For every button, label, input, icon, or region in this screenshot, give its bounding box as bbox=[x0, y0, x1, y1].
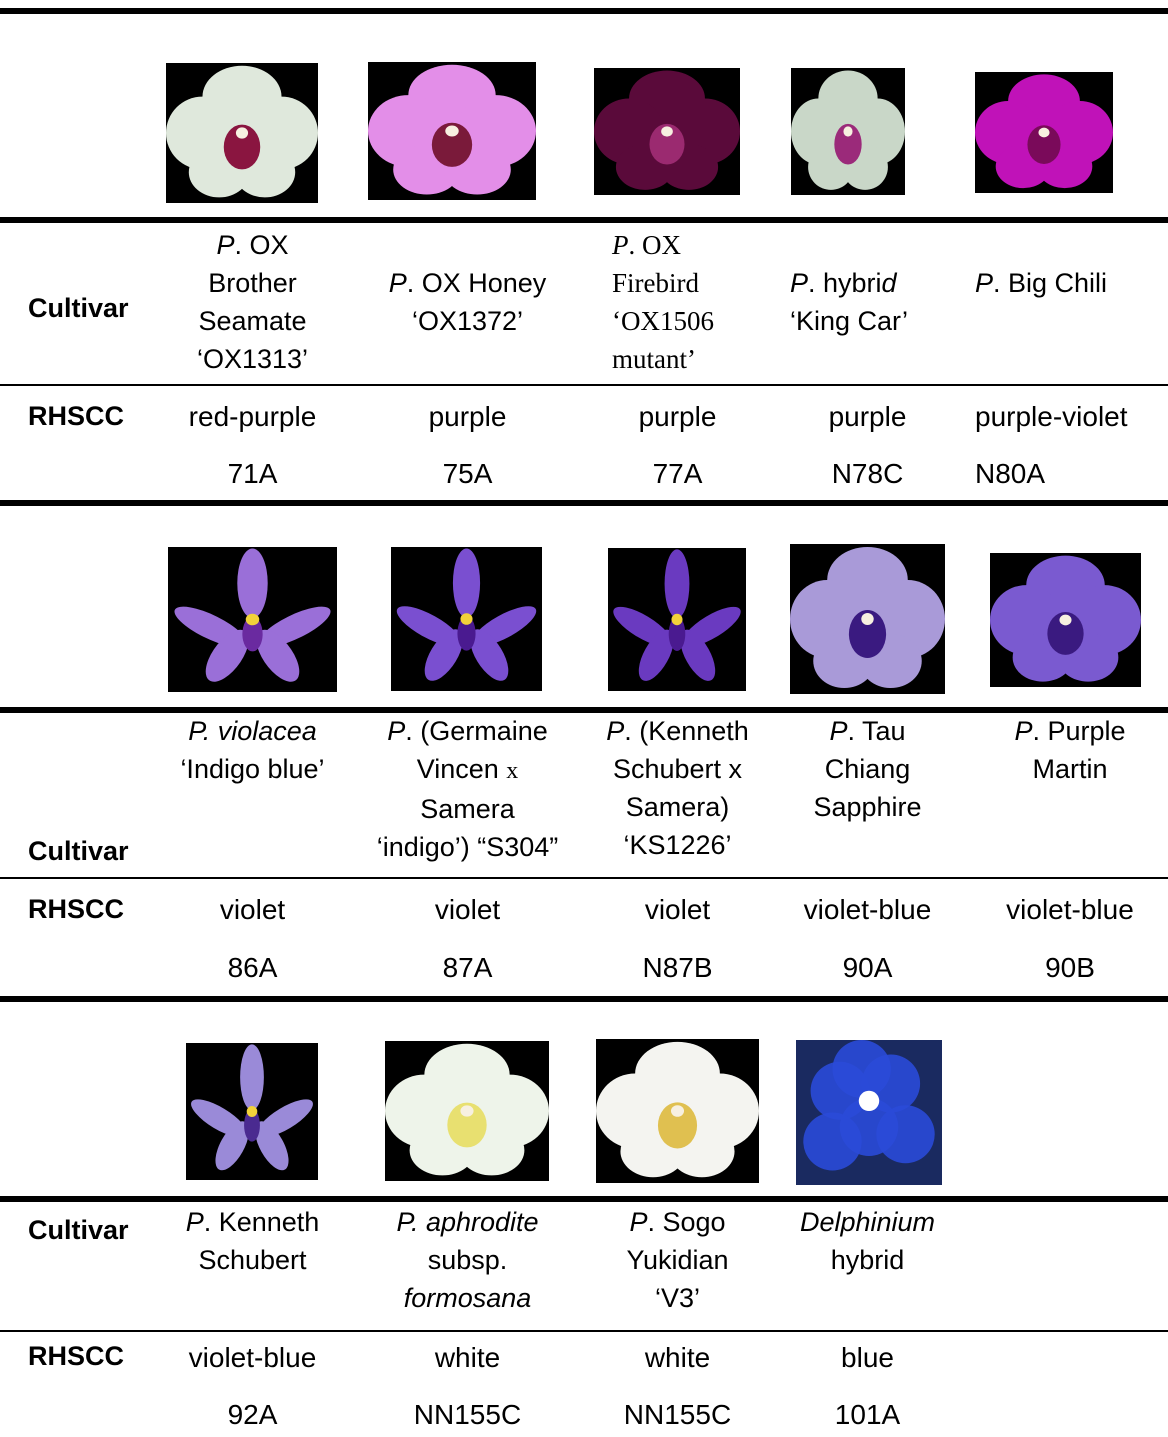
blue-violet-orchid-photo bbox=[186, 1043, 318, 1180]
color-name: violet bbox=[434, 894, 501, 925]
lavender-orchid-photo bbox=[790, 544, 945, 694]
violet-star-orchid-photo bbox=[391, 547, 542, 691]
color-name: purple bbox=[638, 401, 717, 432]
white-orchid-red-lip-photo bbox=[166, 63, 318, 203]
rhscc-label: RHSCC bbox=[28, 1341, 125, 1371]
color-name: purple bbox=[828, 401, 907, 432]
color-code: 86A bbox=[227, 952, 278, 983]
dark-purple-orchid-photo bbox=[594, 68, 740, 195]
color-name: violet-blue bbox=[1006, 894, 1134, 925]
cultivar-cell: P. OX Honey ‘OX1372’ bbox=[388, 268, 547, 336]
rule-block1-end bbox=[0, 500, 1168, 506]
color-code: 75A bbox=[442, 458, 493, 489]
rhscc-label: RHSCC bbox=[28, 401, 125, 431]
color-name: white bbox=[434, 1342, 501, 1373]
rule-block1-photos bbox=[0, 217, 1168, 223]
rule-block3-photos bbox=[0, 1196, 1168, 1202]
color-code: N80A bbox=[975, 458, 1046, 489]
cultivar-cell: P. aphrodite subsp. formosana bbox=[396, 1207, 539, 1313]
color-name: white bbox=[644, 1342, 711, 1373]
cultivar-cell: P. (Kenneth Schubert x Samera) ‘KS1226’ bbox=[606, 716, 749, 860]
color-code: 90A bbox=[842, 952, 893, 983]
cultivar-cell: P. OX Firebird ‘OX1506 mutant’ bbox=[612, 230, 714, 374]
cultivar-cell: P. OX Brother Seamate ‘OX1313’ bbox=[196, 230, 309, 374]
color-code: 90B bbox=[1045, 952, 1095, 983]
violet-star-orchid-photo bbox=[608, 548, 746, 691]
color-code: 71A bbox=[227, 458, 278, 489]
cultivar-cell: P. Sogo Yukidian ‘V3’ bbox=[626, 1207, 729, 1313]
cultivar-label: Cultivar bbox=[28, 1215, 129, 1245]
color-name: red-purple bbox=[188, 401, 317, 432]
rule-block2-cultivar bbox=[0, 877, 1168, 879]
color-code: N78C bbox=[831, 458, 904, 489]
color-name: violet-blue bbox=[188, 1342, 317, 1373]
pale-green-pink-orchid-photo bbox=[791, 68, 905, 195]
color-code: NN155C bbox=[413, 1399, 522, 1430]
pink-orchid-photo bbox=[368, 62, 536, 200]
cultivar-cell: Delphinium hybrid bbox=[799, 1207, 936, 1275]
cultivar-cell: P. Tau Chiang Sapphire bbox=[813, 716, 922, 822]
rule-block1-cultivar bbox=[0, 384, 1168, 386]
cultivar-label: Cultivar bbox=[28, 293, 129, 323]
color-code: 101A bbox=[834, 1399, 901, 1430]
cultivar-cell: P. Big Chili bbox=[975, 268, 1108, 298]
rhscc-label: RHSCC bbox=[28, 894, 125, 924]
color-name: violet-blue bbox=[803, 894, 932, 925]
white-orchid-photo bbox=[596, 1039, 759, 1183]
rule-block3-cultivar bbox=[0, 1330, 1168, 1332]
color-code: 92A bbox=[227, 1399, 278, 1430]
color-code: N87B bbox=[642, 952, 713, 983]
top-rule bbox=[0, 8, 1168, 14]
color-name: violet bbox=[219, 894, 286, 925]
color-code: NN155C bbox=[623, 1399, 732, 1430]
cultivar-cell: P. violacea ‘Indigo blue’ bbox=[180, 716, 325, 784]
cultivar-cell: P. (Germaine Vincen x Samera ‘indigo’) “S304” bbox=[376, 716, 559, 862]
cultivar-cell: P. Purple Martin bbox=[1014, 716, 1126, 784]
rule-block2-end bbox=[0, 996, 1168, 1002]
white-orchid-photo bbox=[385, 1041, 549, 1181]
color-name: purple bbox=[428, 401, 507, 432]
color-code: 77A bbox=[652, 458, 703, 489]
blue-delphinium-photo bbox=[796, 1040, 942, 1185]
color-name: violet bbox=[644, 894, 711, 925]
cultivar-cell: P. hybrid ‘King Car’ bbox=[790, 268, 909, 336]
cultivar-cell: P. Kenneth Schubert bbox=[185, 1207, 320, 1275]
color-name: blue bbox=[841, 1342, 894, 1373]
color-code: 87A bbox=[442, 952, 493, 983]
color-name: purple-violet bbox=[975, 401, 1128, 432]
magenta-orchid-photo bbox=[975, 72, 1113, 193]
cultivar-label: Cultivar bbox=[28, 836, 129, 866]
violet-star-orchid-photo bbox=[168, 547, 337, 692]
purple-orchid-leaf-photo bbox=[990, 553, 1141, 687]
